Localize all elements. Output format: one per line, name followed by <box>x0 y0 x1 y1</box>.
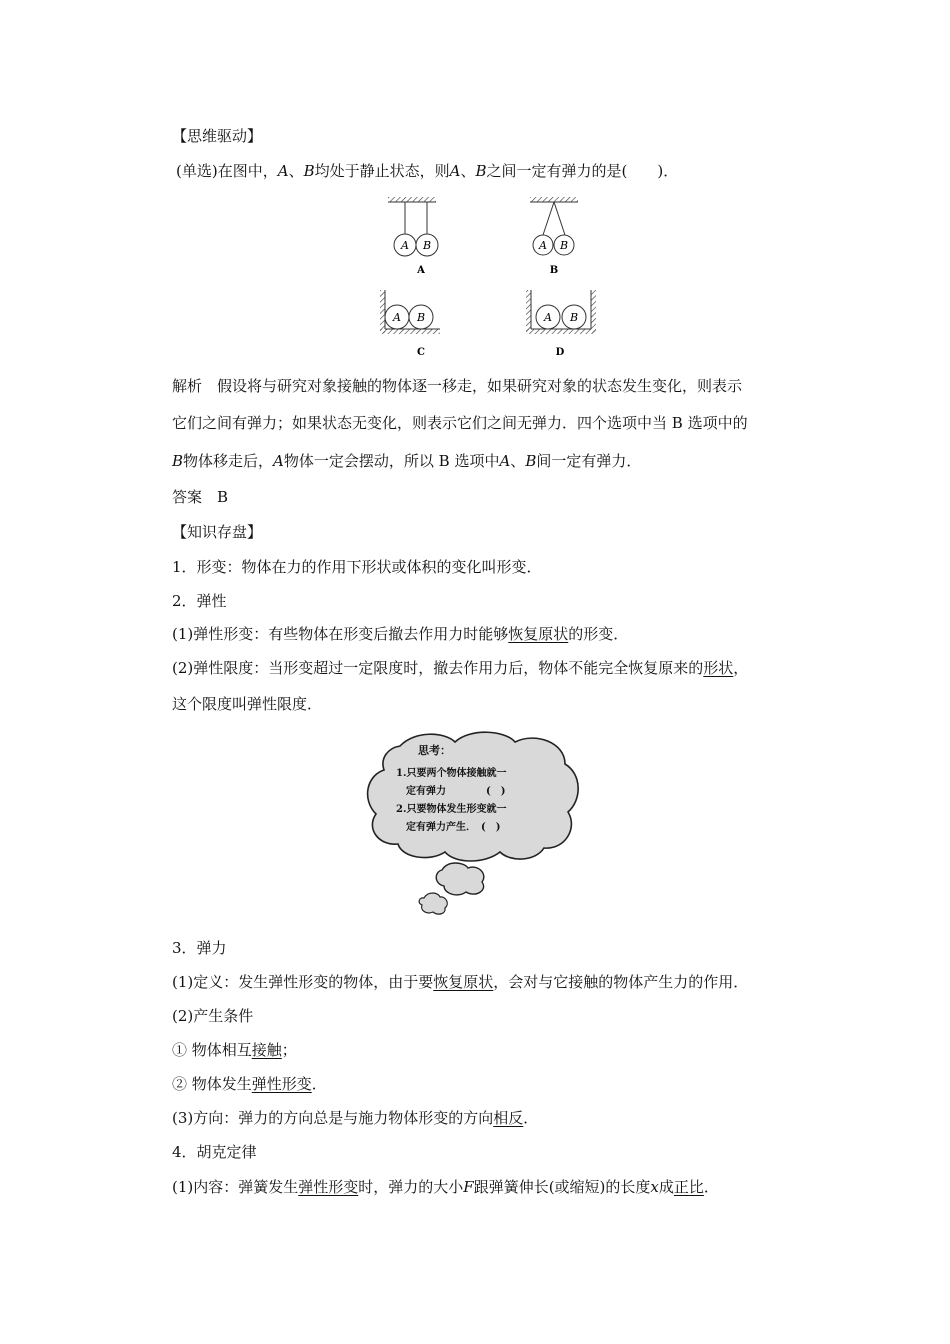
item-2-1 <box>172 624 628 644</box>
floor <box>380 329 440 334</box>
var-b: B <box>303 162 315 180</box>
item-4: 4．胡克定律 <box>172 1143 257 1161</box>
question-sep: 、 <box>460 162 476 180</box>
text: ． <box>703 1178 719 1196</box>
item-3-2a <box>172 1040 297 1060</box>
text: 时，弹力的大小 <box>358 1178 464 1196</box>
thought-cloud <box>360 728 590 918</box>
item-1: 1．形变：物体在力的作用下形状或体积的变化叫形变． <box>172 558 542 576</box>
cloud-q1b: 定有弹力 ( ) <box>406 786 506 797</box>
ball-a-label: A <box>539 239 547 252</box>
analysis-label: 解析 <box>172 377 203 395</box>
question-part: 之间一定有弹力的是( )． <box>486 162 679 180</box>
ball-a-label: A <box>401 239 409 252</box>
option-label: C <box>417 347 425 358</box>
blank-answer: 相反 <box>493 1109 524 1127</box>
cloud-q2b: 定有弹力产生． ( ) <box>406 822 501 833</box>
blank-answer: 弹性形变 <box>251 1075 312 1093</box>
ceiling <box>388 197 436 202</box>
text: (3)方向：弹力的方向总是与施力物体形变的方向 <box>172 1109 494 1127</box>
text: (1)内容：弹簧发生 <box>172 1178 299 1196</box>
ball-b-label: B <box>416 311 426 324</box>
option-label: A <box>417 265 425 276</box>
floor <box>526 329 596 334</box>
thought-bubble-small <box>419 893 447 914</box>
analysis-text: 间一定有弹力． <box>536 452 642 470</box>
var-b: B <box>475 162 487 180</box>
analysis-line-3 <box>172 451 641 471</box>
string <box>554 202 565 235</box>
var-x: x <box>650 1178 659 1196</box>
text: ； <box>281 1041 297 1059</box>
item-3-2: (2)产生条件 <box>172 1007 254 1025</box>
item-2-2 <box>172 658 748 678</box>
text: (1)弹性形变：有些物体在形变后撤去作用力时能够 <box>172 625 509 643</box>
option-c-diagram <box>380 290 440 358</box>
text: ． <box>311 1075 327 1093</box>
item-2-2-cont: 这个限度叫弹性限度． <box>172 695 323 713</box>
item-4-1 <box>172 1177 719 1197</box>
var-a: A <box>273 452 284 470</box>
heading-thinking-drive: 【思维驱动】 <box>172 127 263 145</box>
ball-b-label: B <box>569 311 579 324</box>
heading-knowledge: 【知识存盘】 <box>172 523 263 541</box>
ball-b-label: B <box>559 239 569 252</box>
blank-answer: 恢复原状 <box>433 973 494 991</box>
wall-left <box>380 290 385 333</box>
option-a-diagram <box>388 197 438 276</box>
analysis-line-1 <box>172 376 742 396</box>
text: (1)定义：发生弹性形变的物体，由于要 <box>172 973 434 991</box>
ball-a-label: A <box>544 311 552 324</box>
text: ． <box>523 1109 539 1127</box>
analysis-text: 假设将与研究对象接触的物体逐一移走，如果研究对象的状态发生变化，则表示 <box>217 377 743 395</box>
question-sep: 、 <box>288 162 304 180</box>
text: ② 物体发生 <box>172 1075 252 1093</box>
wall-right <box>591 290 596 333</box>
option-label: D <box>555 347 565 358</box>
item-3-3 <box>172 1108 538 1128</box>
analysis-text: 物体一定会摆动，所以 B 选项中 <box>283 452 500 470</box>
thought-bubble-medium <box>436 863 484 895</box>
item-3-1 <box>172 972 748 992</box>
blank-answer: 正比 <box>673 1178 704 1196</box>
cloud-q2a: 2.只要物体发生形变就一 <box>396 804 507 815</box>
item-2: 2．弹性 <box>172 592 227 610</box>
analysis-text: 物体移走后， <box>183 452 274 470</box>
option-figure <box>370 193 610 365</box>
question-part: (单选)在图中， <box>176 162 278 180</box>
string <box>543 202 554 235</box>
blank-answer: 恢复原状 <box>508 625 569 643</box>
question-text <box>176 161 678 181</box>
option-d-diagram <box>526 290 596 358</box>
text: (2)弹性限度：当形变超过一定限度时，撤去作用力后，物体不能完全恢复原来的 <box>172 659 704 677</box>
text: 成 <box>658 1178 674 1196</box>
item-3-2b <box>172 1074 327 1094</box>
question-part: 均处于静止状态，则 <box>314 162 450 180</box>
text: 的形变． <box>568 625 629 643</box>
text: 跟弹簧伸长(或缩短)的长度 <box>473 1178 651 1196</box>
var-a: A <box>277 162 289 180</box>
var-a: A <box>449 162 461 180</box>
cloud-title: 思考： <box>418 744 451 757</box>
var-a: A <box>499 452 511 470</box>
text: ，会对与它接触的物体产生力的作用． <box>493 973 749 991</box>
text: ， <box>733 659 749 677</box>
ball-b-label: B <box>422 239 432 252</box>
blank-answer: 接触 <box>251 1041 282 1059</box>
text: ① 物体相互 <box>172 1041 252 1059</box>
analysis-line-2: 它们之间有弹力；如果状态无变化，则表示它们之间无弹力．四个选项中当 B 选项中的 <box>172 414 748 432</box>
answer-value: B <box>217 488 229 506</box>
var-b: B <box>525 452 537 470</box>
option-label: B <box>549 265 559 276</box>
var-f: F <box>463 1178 474 1196</box>
ceiling <box>530 197 578 202</box>
ball-a-label: A <box>393 311 401 324</box>
answer-label: 答案 <box>172 488 203 506</box>
blank-answer: 弹性形变 <box>298 1178 359 1196</box>
var-b: B <box>172 452 184 470</box>
answer-line <box>172 487 228 507</box>
blank-answer: 形状 <box>703 659 734 677</box>
wall-left <box>526 290 531 333</box>
sep: 、 <box>510 452 526 470</box>
cloud-q1a: 1.只要两个物体接触就一 <box>396 768 507 779</box>
option-b-diagram <box>530 197 578 276</box>
item-3: 3．弹力 <box>172 939 227 957</box>
